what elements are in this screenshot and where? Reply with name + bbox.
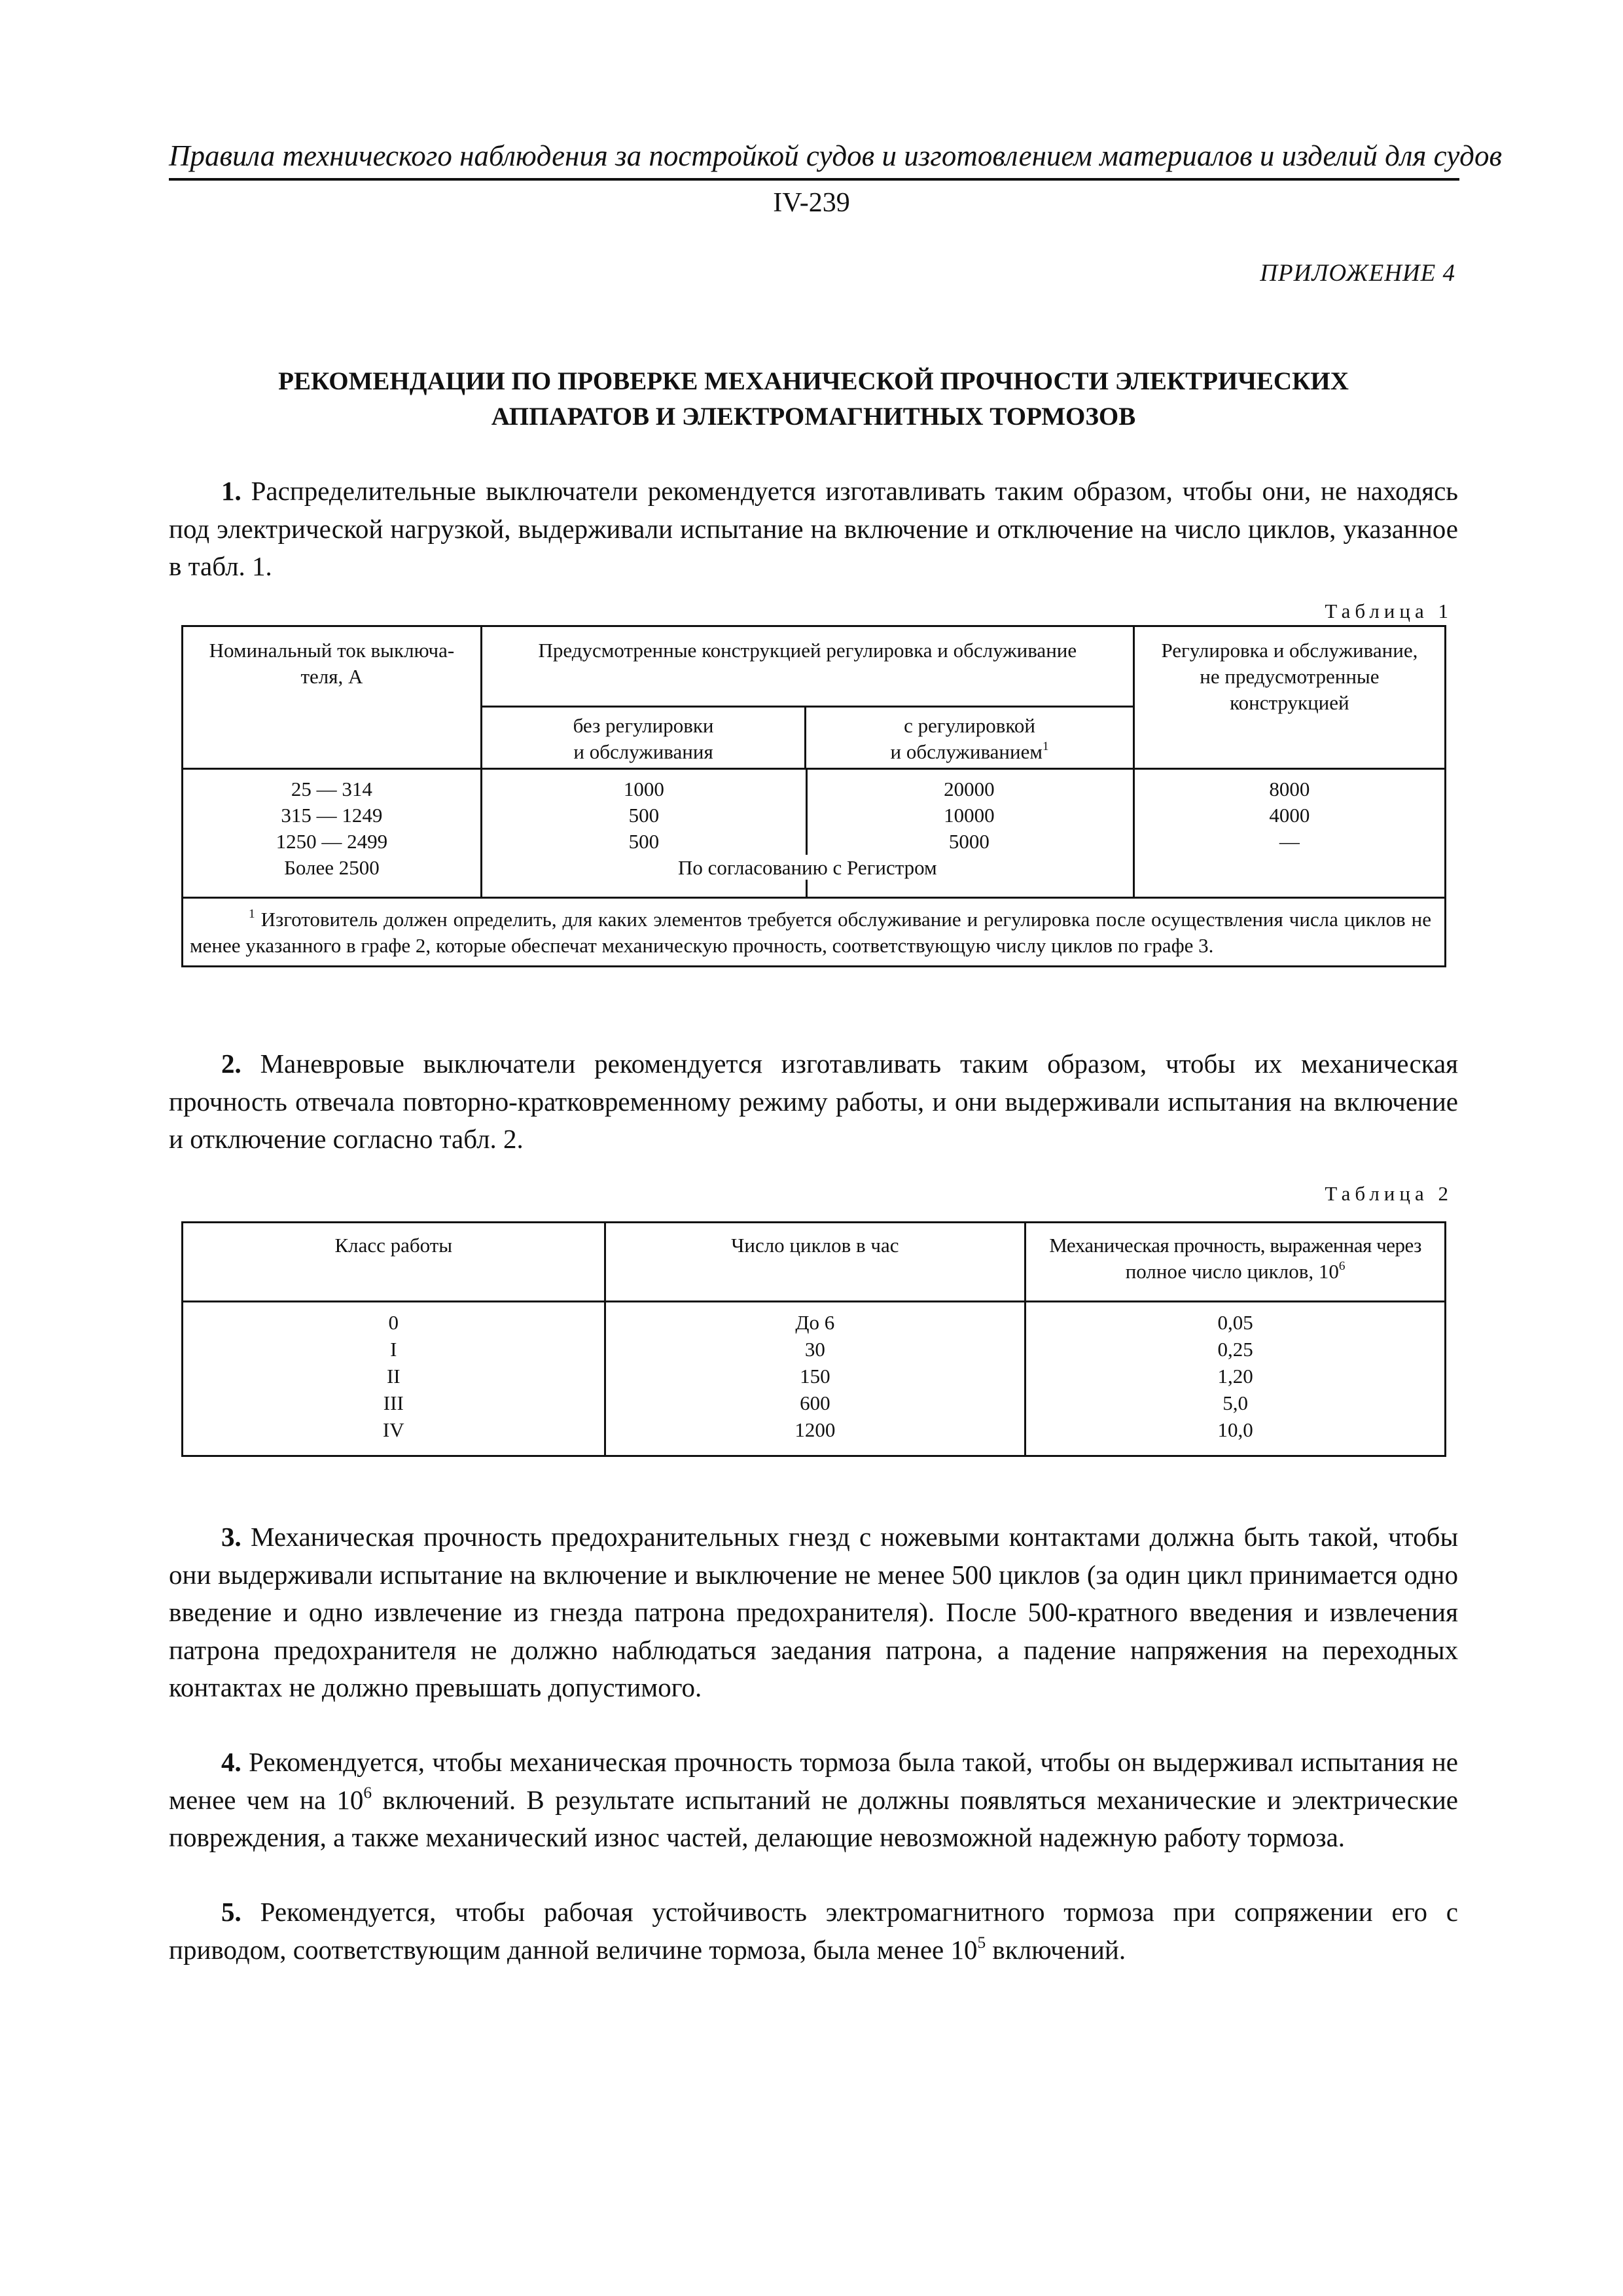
table-2-label: Таблица 2 — [1325, 1182, 1453, 1205]
table-1-registry-agreement: По согласованию с Регистром — [677, 856, 937, 879]
table-row: 25 — 314 — [291, 778, 372, 800]
table-row: Более 2500 — [284, 856, 380, 879]
paragraph-5 — [169, 1893, 1458, 1969]
table-2-header-cycles: Число циклов в час — [605, 1223, 1026, 1302]
paragraph-4-exponent: 6 — [363, 1783, 372, 1802]
table-1-inner-divider — [806, 770, 808, 855]
table-row: 315 — 1249 — [281, 804, 383, 827]
paragraph-2-number: 2. — [221, 1049, 241, 1079]
paragraph-1-text: Распределительные выключатели рекомендуется изготавливать таким образом, чтобы они, не находясь под электрической нагрузкой, выдерживали испытание на включение и отключение на число циклов, указанное в табл. 1. — [169, 476, 1458, 581]
footnote-mark: 1 — [1043, 739, 1049, 753]
table-row: I — [390, 1338, 397, 1361]
table-1-footnote: $^1$ Изготовитель должен определить, для каких элементов требуется обслуживание и регулировка после осуществления числа циклов не менее указанного в графе 2, которые обеспечат механическую прочность, соответствующую числу циклов по графе 3. — [183, 898, 1446, 967]
table-1-header-provided-group: Предусмотренные конструкцией регулировка и обслуживание — [481, 626, 1133, 707]
table-2-class-column — [183, 1302, 605, 1456]
paragraph-4 — [169, 1744, 1458, 1857]
paragraph-4-number: 4. — [221, 1747, 241, 1777]
paragraph-5-number: 5. — [221, 1897, 241, 1927]
paragraph-3-text: Механическая прочность предохранительных гнезд с ножевыми контактами должна быть такой, чтобы они выдерживали испытание на включение и выключение не менее 500 циклов (за один цикл принимается одно введение и одно извлечение из гнезда патрона предохранителя). После 500-кратного введения и извлечения патрона предохранителя не должно наблюдаться заедания патрона, а падение напряжения на переходных контактах не должно превышать допустимого. — [169, 1522, 1459, 1702]
paragraph-2-text: Маневровые выключатели рекомендуется изготавливать таким образом, чтобы их механическая прочность отвечала повторно-кратковременному режиму работы, и они выдерживали испытания на включение и отключение согласно табл. 2. — [169, 1049, 1459, 1154]
table-2 — [181, 1221, 1446, 1457]
table-1-header-not-provided: Регулировка и обслуживание, не предусмотренные конструкцией — [1161, 639, 1418, 714]
table-1-header-with-adjustment: с регулировкой и обслуживанием$^1$ — [806, 707, 1134, 769]
table-2-header-class: Класс работы — [183, 1223, 605, 1302]
page-number: IV-239 — [773, 188, 850, 218]
table-1 — [181, 625, 1446, 967]
paragraph-2 — [169, 1045, 1458, 1158]
table-row: II — [386, 1365, 401, 1388]
paragraph-5-exponent: 5 — [977, 1933, 986, 1952]
paragraph-5-text: Рекомендуется, чтобы рабочая устойчивость электромагнитного тормоза при сопряжении его с приводом, соответствующим данной величине тормоза, была менее 10 — [169, 1897, 1458, 1965]
table-row: IV — [382, 1418, 404, 1441]
table-2-cycles-column: До 6 30 150 600 1200 — [605, 1302, 1026, 1456]
table-row: 0 — [388, 1311, 399, 1334]
paragraph-5-text-end: включений. — [986, 1934, 1126, 1965]
table-1-with-column: 20000 10000 5000 — [944, 778, 995, 853]
document-title — [169, 364, 1458, 435]
table-1-without-column: 1000 500 500 — [623, 778, 664, 853]
running-header: Правила технического наблюдения за постройкой судов и изготовлением материалов и изделий для судов — [169, 139, 1502, 172]
table-1-label: Таблица 1 — [1325, 600, 1453, 622]
paragraph-1 — [169, 473, 1458, 586]
document-title-line-2: АППАРАТОВ И ЭЛЕКТРОМАГНИТНЫХ ТОРМОЗОВ — [491, 403, 1136, 431]
paragraph-1-number: 1. — [221, 476, 241, 506]
table-row: III — [383, 1391, 404, 1414]
appendix-label: ПРИЛОЖЕНИЕ 4 — [1260, 260, 1455, 287]
paragraph-3 — [169, 1518, 1458, 1707]
table-1-current-column — [183, 769, 482, 898]
paragraph-4-text: Рекомендуется, чтобы механическая прочность тормоза была такой, чтобы он выдерживал испытания не менее чем на 10 — [169, 1747, 1458, 1815]
header-rule — [169, 178, 1459, 181]
document-title-line-1: РЕКОМЕНДАЦИИ ПО ПРОВЕРКЕ МЕХАНИЧЕСКОЙ ПРОЧНОСТИ ЭЛЕКТРИЧЕСКИХ — [278, 367, 1349, 395]
table-1-not-provided-column: 8000 4000 — — [1269, 778, 1310, 853]
table-2-header-strength: Механическая прочность, выраженная через полное число циклов, $10^6$ — [1026, 1223, 1446, 1302]
table-1-header-current: Номинальный ток выключа- теля, А — [183, 626, 482, 769]
table-1-inner-divider-bottom — [806, 880, 808, 897]
table-1-provided-values — [481, 769, 1133, 898]
table-1-header-without-adjustment: без регулировки и обслуживания — [481, 707, 805, 769]
table-row: 1250 — 2499 — [276, 830, 388, 853]
paragraph-4-text-end: включений. В результате испытаний не должны появляться механические и электрические повреждения, а также механический износ частей, делающие невозможной надежную работу тормоза. — [169, 1784, 1458, 1852]
table-2-strength-column: 0,05 0,25 1,20 5,0 10,0 — [1217, 1311, 1253, 1441]
paragraph-3-number: 3. — [221, 1522, 241, 1552]
